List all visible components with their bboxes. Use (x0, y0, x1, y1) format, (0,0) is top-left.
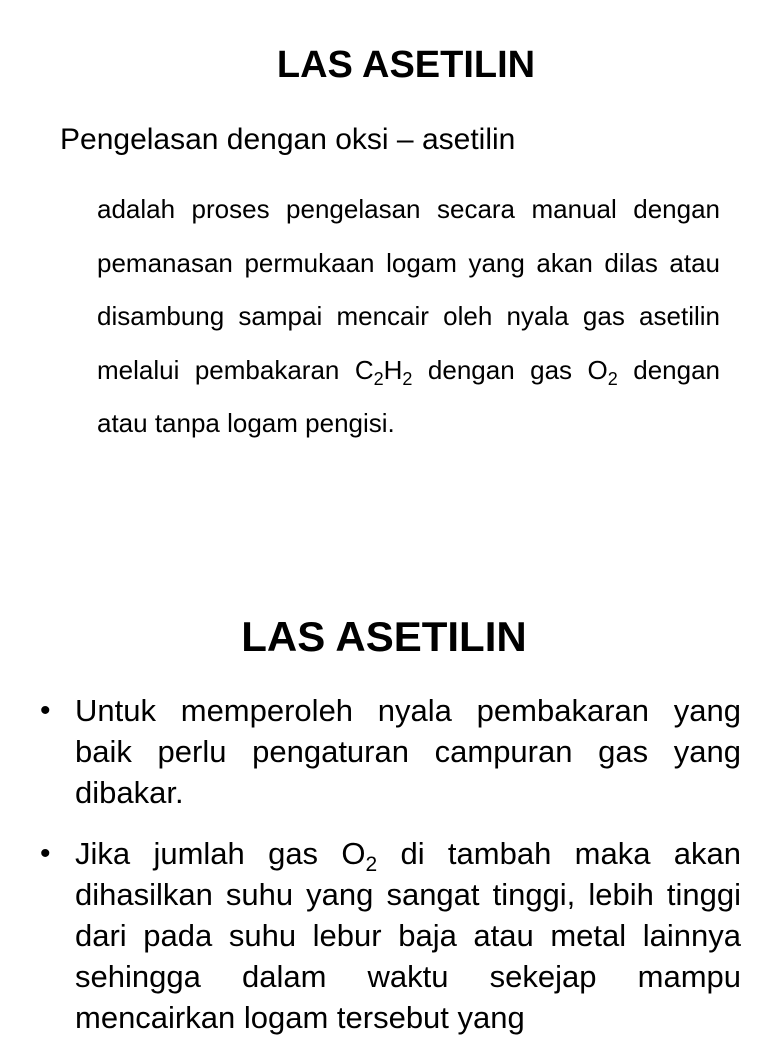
bullet-text-part-1: Jika jumlah gas O (75, 836, 366, 871)
bullet-text-part-2: di tambah maka akan dihasilkan suhu yang sangat tinggi, lebih tinggi dari pada suhu lebur baja atau metal lainnya sehingga dalam waktu sekejap mampu mencairkan logam tersebut yang (75, 836, 741, 1035)
bullet-item (0, 690, 768, 813)
bullet-dot-icon: • (40, 837, 51, 870)
definition-text-part-2: H (383, 354, 403, 385)
bullet-text (75, 833, 741, 1038)
definition-subscript-3: 2 (607, 368, 618, 389)
bullet-list (0, 690, 768, 1058)
definition-paragraph (97, 183, 720, 451)
slide-1 (0, 0, 768, 512)
definition-text-part-4: dengan atau tanpa logam pengisi. (97, 354, 720, 438)
bullet-subscript: 2 (365, 853, 378, 876)
slide-2 (0, 512, 768, 1035)
slide-1-title: LAS ASETILIN (276, 44, 536, 86)
slide-2-title: LAS ASETILIN (241, 613, 527, 660)
bullet-dot-icon: • (40, 694, 51, 727)
slide-1-subtitle: Pengelasan dengan oksi – asetilin (60, 123, 516, 156)
definition-text-part-3: dengan gas O (412, 354, 608, 385)
bullet-text: Untuk memperoleh nyala pembakaran yang baik perlu pengaturan campuran gas yang dibakar. (75, 693, 741, 810)
definition-subscript-1: 2 (373, 368, 384, 389)
bullet-item (0, 833, 768, 1038)
definition-subscript-2: 2 (402, 368, 413, 389)
definition-text-part-1: adalah proses pengelasan secara manual dengan pemanasan permukaan logam yang akan dilas atau disambung sampai mencair oleh nyala gas asetilin melalui pembakaran C (97, 194, 720, 385)
